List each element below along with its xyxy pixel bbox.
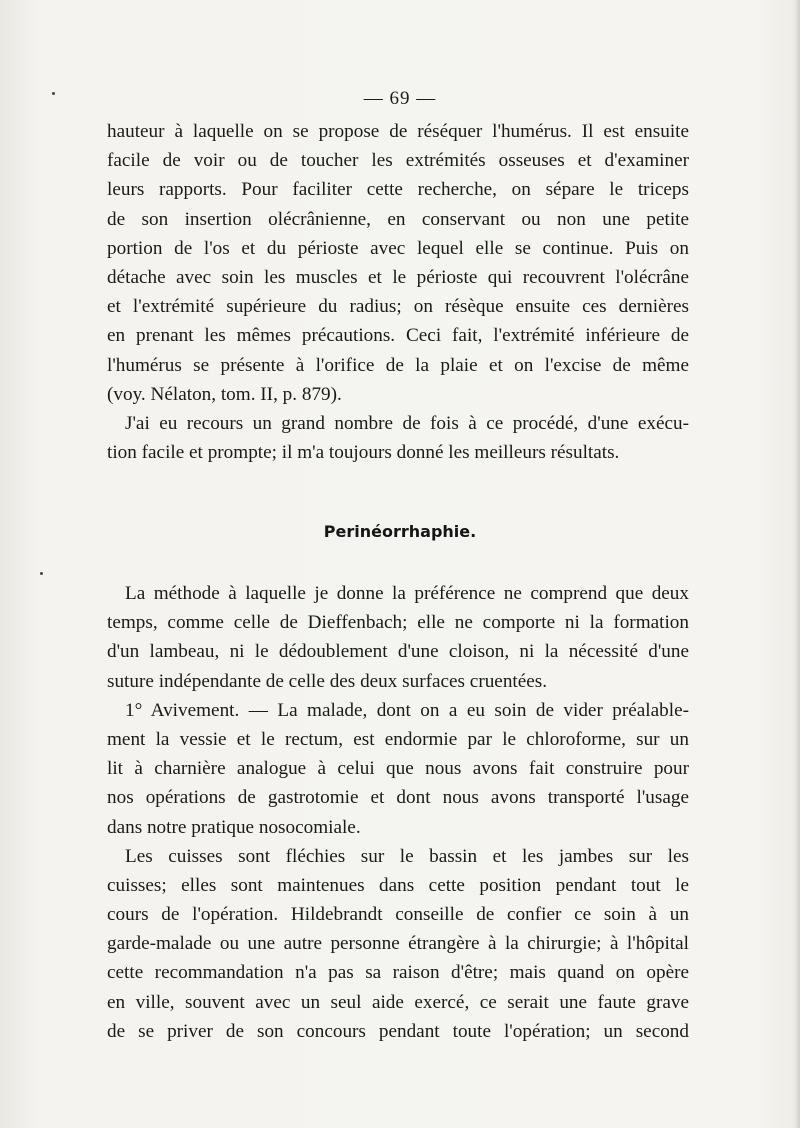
page-edge-shadow bbox=[794, 0, 800, 1128]
text-line: et l'extrémité supérieure du radius; on résèque ensuite ces dernières bbox=[107, 296, 689, 318]
text-line: en prenant les mêmes précautions. Ceci fait, l'extrémité inférieure de bbox=[107, 325, 689, 347]
paper-speck bbox=[52, 92, 55, 95]
section-heading: Perinéorrhaphie. bbox=[323, 522, 477, 541]
text-line: lit à charnière analogue à celui que nous avons fait construire pour bbox=[107, 758, 689, 780]
text-line: J'ai eu recours un grand nombre de fois à ce procédé, d'une exécu- bbox=[125, 412, 689, 434]
section-perineorrhaphy-text bbox=[107, 579, 689, 1046]
text-line: facile de voir ou de toucher les extrémités osseuses et d'examiner bbox=[107, 150, 689, 172]
text-line: leurs rapports. Pour faciliter cette recherche, on sépare le triceps bbox=[107, 179, 689, 201]
text-line: garde-malade ou une autre personne étrangère à la chirurgie; à l'hôpital bbox=[107, 933, 689, 955]
text-line: en ville, souvent avec un seul aide exercé, ce serait une faute grave bbox=[107, 991, 689, 1013]
text-line: Les cuisses sont fléchies sur le bassin et les jambes sur les bbox=[125, 845, 689, 867]
text-line: de se priver de son concours pendant toute l'opération; un second bbox=[107, 1020, 689, 1042]
page-number: — 69 — bbox=[363, 88, 437, 109]
text-line: cette recommandation n'a pas sa raison d'être; mais quand on opère bbox=[107, 962, 689, 984]
text-line: nos opérations de gastrotomie et dont nous avons transporté l'usage bbox=[107, 787, 689, 809]
text-line: cours de l'opération. Hildebrandt conseille de confier ce soin à un bbox=[107, 904, 689, 926]
text-line: d'un lambeau, ni le dédoublement d'une cloison, ni la nécessité d'une bbox=[107, 641, 689, 663]
text-line: hauteur à laquelle on se propose de réséquer l'humérus. Il est ensuite bbox=[107, 121, 689, 142]
text-line: dans notre pratique nosocomiale. bbox=[107, 816, 361, 838]
text-line: La méthode à laquelle je donne la préférence ne comprend que deux bbox=[125, 583, 689, 604]
text-line: détache avec soin les muscles et le périoste qui recouvrent l'olécrâne bbox=[107, 266, 689, 288]
text-line: suture indépendante de celle des deux surfaces cruentées. bbox=[107, 670, 548, 692]
text-line: tion facile et prompte; il m'a toujours donné les meilleurs résultats. bbox=[107, 442, 620, 464]
text-line: l'humérus se présente à l'orifice de la plaie et on l'excise de même bbox=[107, 354, 689, 376]
text-line: (voy. Nélaton, tom. II, p. 879). bbox=[107, 383, 342, 405]
text-line: 1° Avivement. — La malade, dont on a eu soin de vider préalable- bbox=[125, 699, 689, 721]
text-line: de son insertion olécrânienne, en conservant ou non une petite bbox=[107, 208, 689, 230]
text-line: ment la vessie et le rectum, est endormie par le chloroforme, sur un bbox=[107, 728, 689, 750]
text-line: temps, comme celle de Dieffenbach; elle ne comporte ni la formation bbox=[107, 612, 689, 634]
paper-speck bbox=[40, 572, 43, 575]
section-resection-text bbox=[107, 117, 689, 467]
text-line: cuisses; elles sont maintenues dans cette position pendant tout le bbox=[107, 874, 689, 896]
text-line: portion de l'os et du périoste avec lequel elle se continue. Puis on bbox=[107, 237, 689, 259]
